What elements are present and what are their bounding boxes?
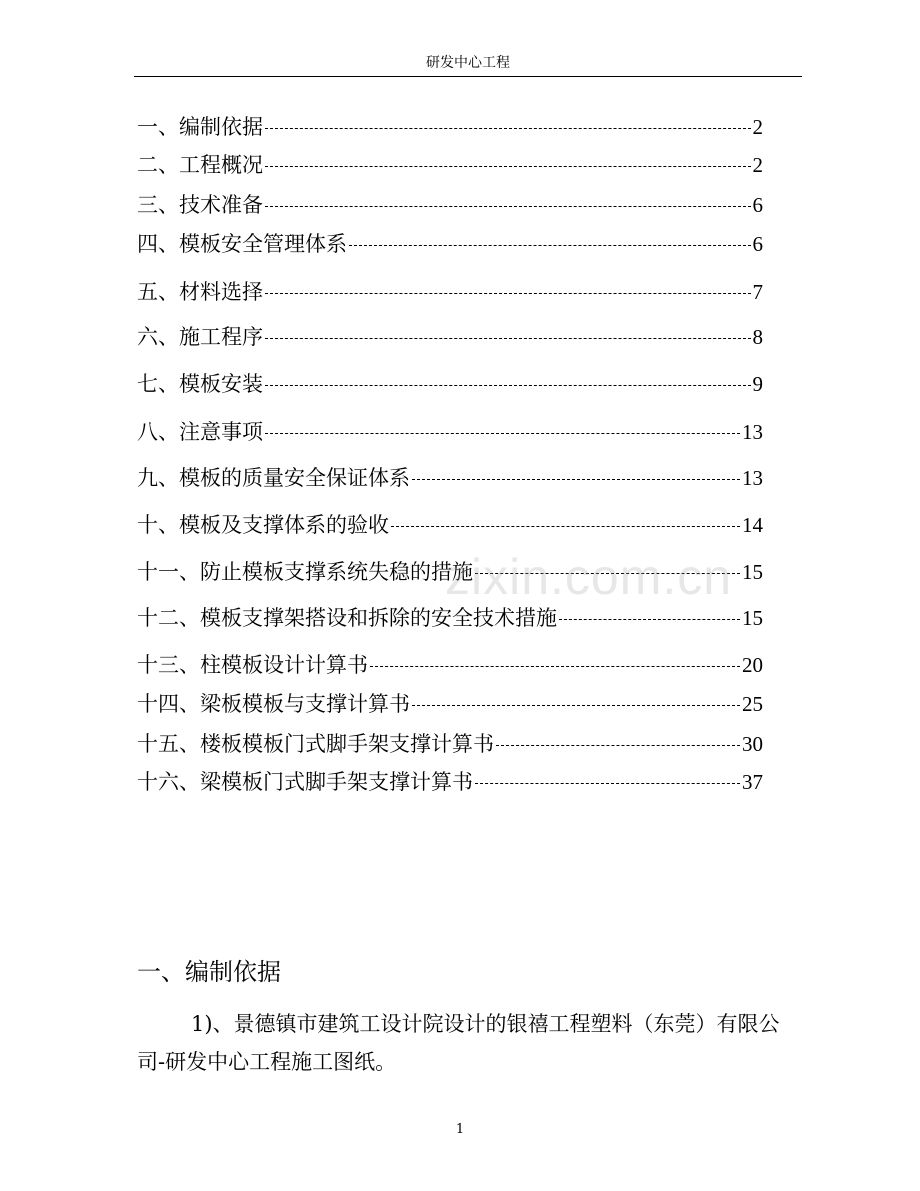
toc-title: 二、工程概况	[137, 153, 263, 177]
toc-leader	[475, 573, 740, 574]
section-heading: 一、编制依据	[137, 958, 281, 986]
toc-page: 15	[742, 606, 763, 630]
toc-title: 八、注意事项	[137, 420, 263, 444]
toc-page: 37	[742, 770, 763, 794]
toc-page: 30	[742, 732, 763, 756]
toc-leader	[265, 385, 751, 386]
toc-page: 14	[742, 513, 763, 537]
header-rule	[134, 76, 802, 77]
toc-row[interactable]	[137, 322, 763, 352]
toc-row[interactable]	[137, 729, 763, 759]
toc-leader	[496, 745, 740, 746]
toc-row[interactable]	[137, 557, 763, 587]
toc-row[interactable]	[137, 229, 763, 259]
toc-title: 九、模板的质量安全保证体系	[137, 466, 410, 490]
toc-leader	[265, 433, 740, 434]
toc-page: 8	[752, 325, 763, 349]
toc-title: 十一、防止模板支撑系统失稳的措施	[137, 560, 473, 584]
toc-row[interactable]	[137, 650, 763, 680]
toc-leader	[349, 245, 751, 246]
toc-leader	[265, 293, 751, 294]
toc-title: 十四、梁板模板与支撑计算书	[137, 692, 410, 716]
toc-row[interactable]	[137, 510, 763, 540]
toc-leader	[475, 783, 740, 784]
toc-page: 7	[752, 280, 763, 304]
toc-row[interactable]	[137, 417, 763, 447]
toc-leader	[265, 206, 751, 207]
toc-leader	[559, 619, 740, 620]
toc-page: 13	[742, 466, 763, 490]
toc-title: 五、材料选择	[137, 280, 263, 304]
toc-page: 2	[752, 115, 763, 139]
toc-page: 6	[752, 232, 763, 256]
toc-row[interactable]	[137, 112, 763, 142]
toc-leader	[265, 166, 751, 167]
toc-page: 9	[752, 372, 763, 396]
toc-page: 20	[742, 653, 763, 677]
toc-title: 十六、梁模板门式脚手架支撑计算书	[137, 770, 473, 794]
toc-row[interactable]	[137, 767, 763, 797]
toc-title: 十、模板及支撑体系的验收	[137, 513, 389, 537]
toc-page: 15	[742, 560, 763, 584]
toc-leader	[265, 338, 751, 339]
toc-row[interactable]	[137, 369, 763, 399]
toc-leader	[412, 479, 740, 480]
page-header: 研发中心工程	[426, 55, 510, 71]
body-paragraph: 1)、景德镇市建筑工设计院设计的银禧工程塑料（东莞）有限公司-研发中心工程施工图纸。	[137, 1012, 780, 1074]
toc-row[interactable]	[137, 689, 763, 719]
toc-row[interactable]	[137, 277, 763, 307]
toc-page: 13	[742, 420, 763, 444]
toc-title: 十三、柱模板设计计算书	[137, 653, 368, 677]
toc-title: 六、施工程序	[137, 325, 263, 349]
toc-leader	[265, 128, 751, 129]
toc-leader	[370, 666, 740, 667]
toc-leader	[412, 705, 740, 706]
toc-row[interactable]	[137, 603, 763, 633]
toc-title: 一、编制依据	[137, 115, 263, 139]
toc-row[interactable]	[137, 190, 763, 220]
toc-title: 十二、模板支撑架搭设和拆除的安全技术措施	[137, 606, 557, 630]
watermark: zixin.com.cn	[445, 549, 733, 605]
page-number: 1	[455, 1122, 465, 1137]
toc-page: 6	[752, 193, 763, 217]
toc-title: 四、模板安全管理体系	[137, 232, 347, 256]
toc-title: 七、模板安装	[137, 372, 263, 396]
toc-page: 25	[742, 692, 763, 716]
toc-title: 三、技术准备	[137, 193, 263, 217]
toc-leader	[391, 526, 740, 527]
toc-row[interactable]	[137, 463, 763, 493]
toc-row[interactable]	[137, 150, 763, 180]
toc-page: 2	[752, 153, 763, 177]
toc-title: 十五、楼板模板门式脚手架支撑计算书	[137, 732, 494, 756]
